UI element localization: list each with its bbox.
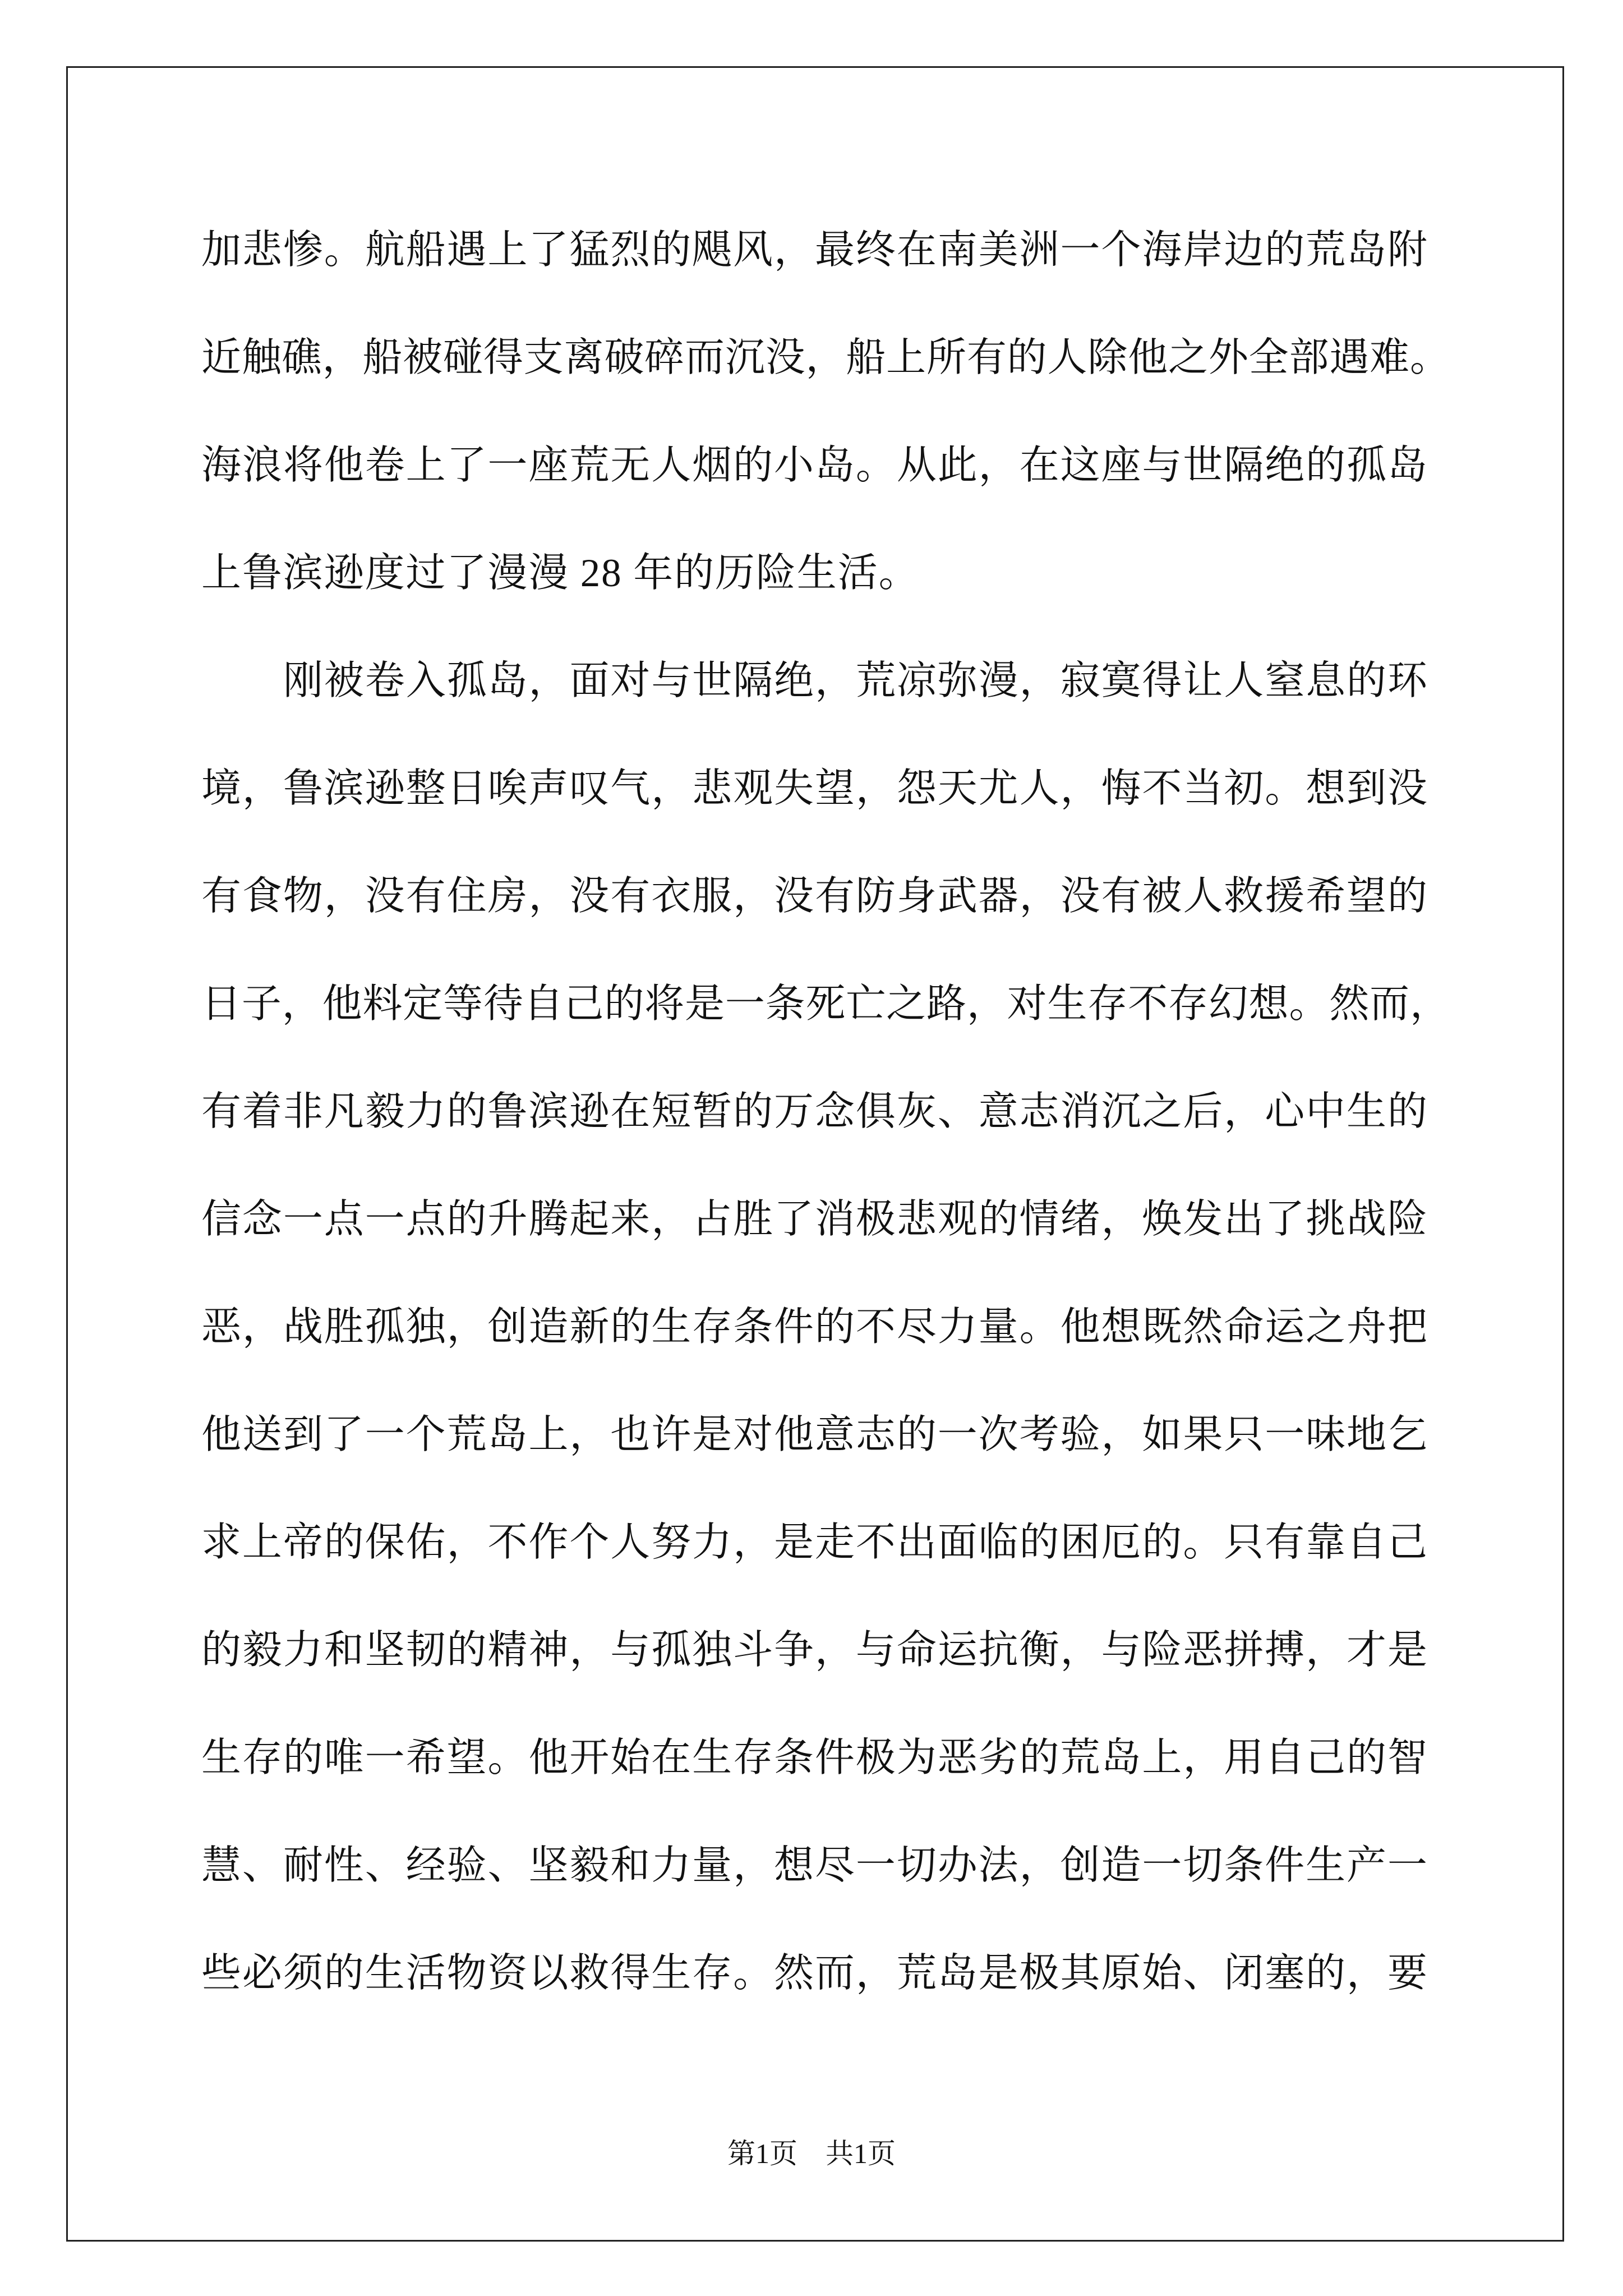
text-line: 日子，他料定等待自己的将是一条死亡之路，对生存不存幻想。然而， — [201, 982, 1450, 1026]
text-line: 有着非凡毅力的鲁滨逊在短暂的万念俱灰、意志消沉之后，心中生的 — [201, 1090, 1427, 1134]
paragraph — [201, 627, 1458, 2027]
paragraph — [201, 196, 1458, 627]
text-line: 求上帝的保佑，不作个人努力，是走不出面临的困厄的。只有靠自己 — [201, 1521, 1427, 1565]
text-line: 上鲁滨逊度过了漫漫 28 年的历险生活。 — [201, 551, 920, 595]
text-line: 恶，战胜孤独，创造新的生存条件的不尽力量。他想既然命运之舟把 — [201, 1305, 1427, 1349]
text-line: 加悲惨。航船遇上了猛烈的飓风，最终在南美洲一个海岸边的荒岛附 — [201, 228, 1427, 272]
text-line: 海浪将他卷上了一座荒无人烟的小岛。从此，在这座与世隔绝的孤岛 — [201, 444, 1427, 487]
text-line: 境，鲁滨逊整日唉声叹气，悲观失望，怨天尤人，悔不当初。想到没 — [201, 767, 1427, 811]
page-number-footer: 第1页 共1页 — [727, 2138, 896, 2169]
text-line: 些必须的生活物资以救得生存。然而，荒岛是极其原始、闭塞的，要 — [201, 1952, 1427, 1995]
text-line: 近触礁，船被碰得支离破碎而沉没，船上所有的人除他之外全部遇难。 — [201, 336, 1450, 380]
text-line: 慧、耐性、经验、坚毅和力量，想尽一切办法，创造一切条件生产一 — [201, 1844, 1427, 1888]
document-body — [201, 196, 1458, 2027]
text-line: 的毅力和坚韧的精神，与孤独斗争，与命运抗衡，与险恶拼搏，才是 — [201, 1628, 1427, 1672]
text-line: 生存的唯一希望。他开始在生存条件极为恶劣的荒岛上，用自己的智 — [201, 1736, 1427, 1780]
text-line: 信念一点一点的升腾起来，占胜了消极悲观的情绪，焕发出了挑战险 — [201, 1198, 1427, 1241]
text-line: 刚被卷入孤岛，面对与世隔绝，荒凉弥漫，寂寞得让人窒息的环 — [283, 659, 1427, 703]
text-line: 有食物，没有住房，没有衣服，没有防身武器，没有被人救援希望的 — [201, 875, 1427, 918]
text-line: 他送到了一个荒岛上，也许是对他意志的一次考验，如果只一味地乞 — [201, 1413, 1427, 1457]
